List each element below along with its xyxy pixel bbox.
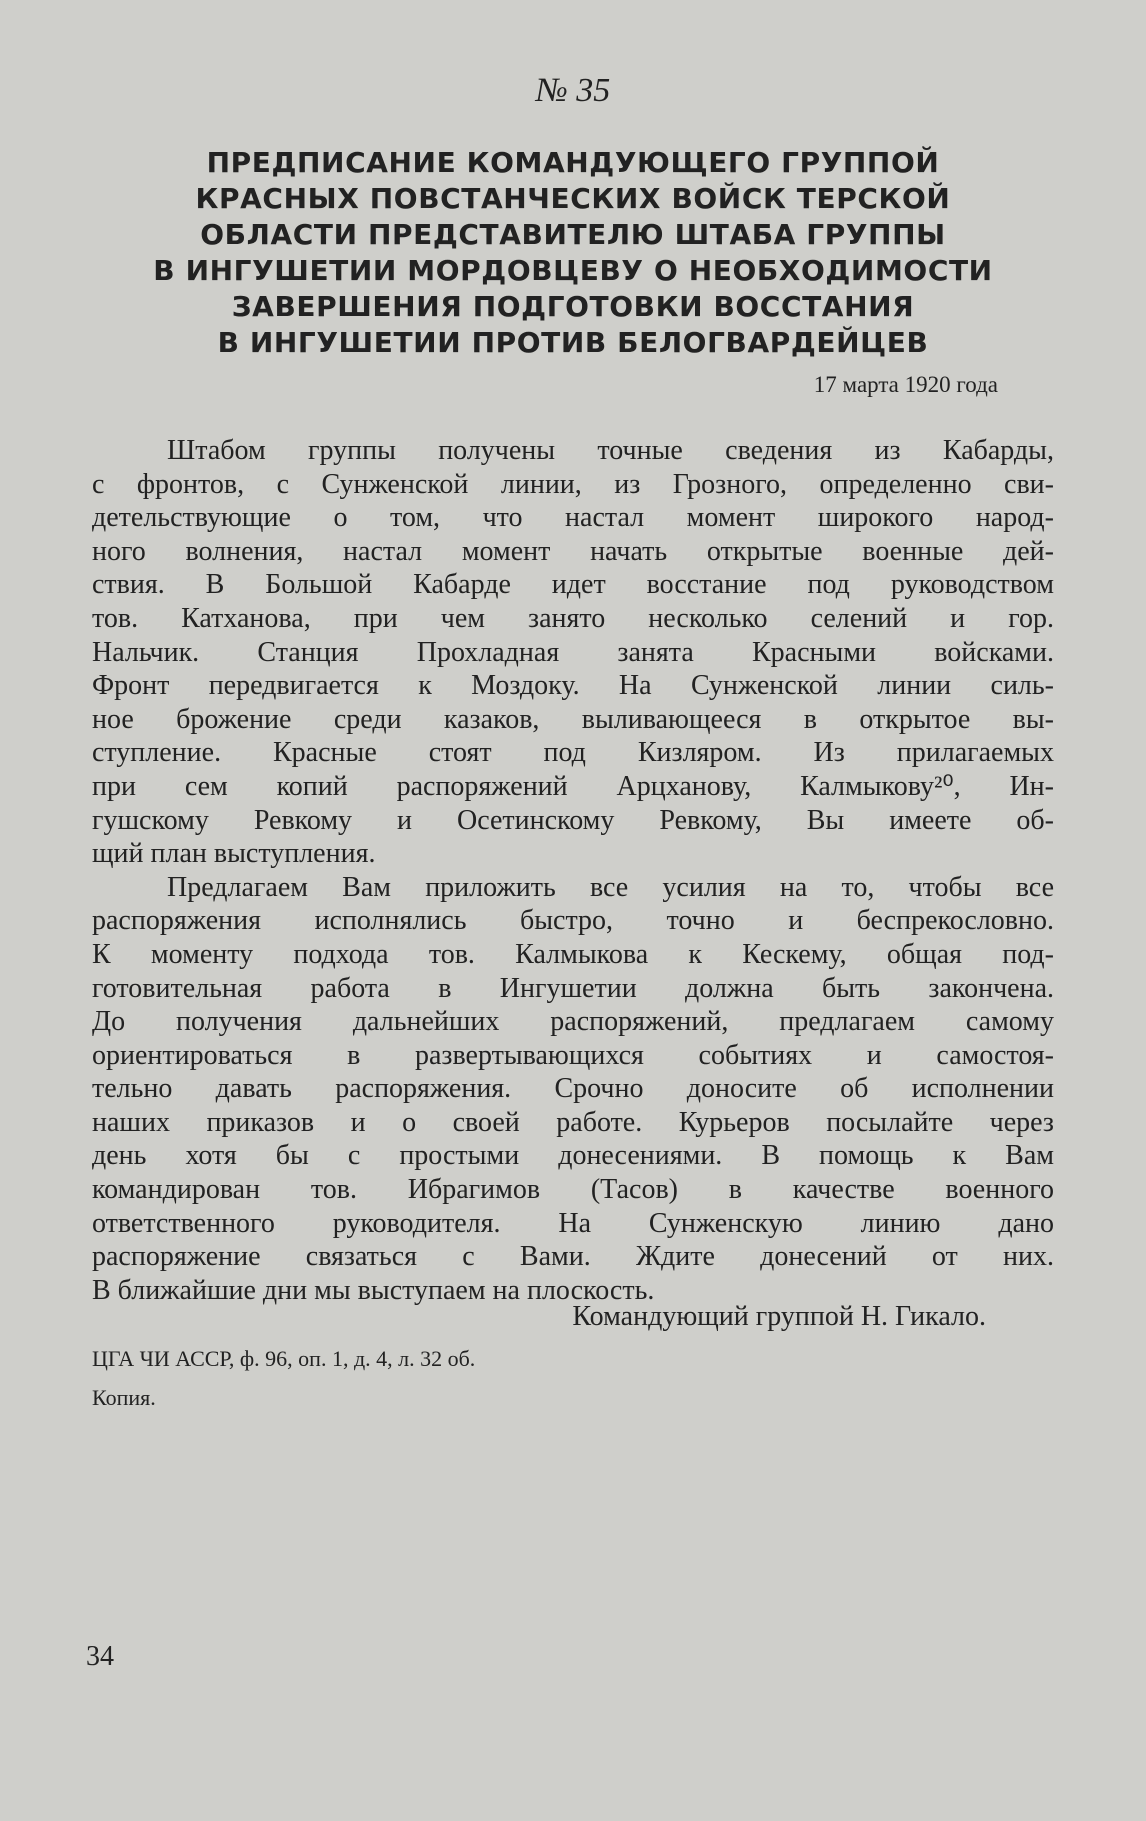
- body-line: К моменту подхода тов. Калмыкова к Кескему, общая под-: [92, 938, 1054, 970]
- body-line: ответственного руководителя. На Сунженскую линию дано: [92, 1207, 1054, 1239]
- document-date: 17 марта 1920 года: [813, 372, 998, 397]
- body-line: ступление. Красные стоят под Кизляром. Из прилагаемых: [92, 737, 1054, 769]
- body-line: командирован тов. Ибрагимов (Тасов) в качестве военного: [92, 1174, 1054, 1206]
- body-line: распоряжение связаться с Вами. Ждите донесений от них.: [92, 1241, 1054, 1273]
- archive-reference: ЦГА ЧИ АССР, ф. 96, оп. 1, д. 4, л. 32 об.: [92, 1346, 476, 1371]
- page-number: 34: [86, 1641, 114, 1672]
- body-line: В ближайшие дни мы выступаем на плоскость.: [92, 1274, 655, 1306]
- title-line: В ИНГУШЕТИИ ПРОТИВ БЕЛОГВАРДЕЙЦЕВ: [217, 326, 929, 359]
- body-line: Нальчик. Станция Прохладная занята Красными войсками.: [92, 636, 1054, 668]
- document-number: № 35: [535, 72, 611, 109]
- body-line: тов. Катханова, при чем занято несколько селений и гор.: [92, 602, 1054, 634]
- title-line: ОБЛАСТИ ПРЕДСТАВИТЕЛЮ ШТАБА ГРУППЫ: [200, 218, 946, 251]
- body-line: ствия. В Большой Кабарде идет восстание под руководством: [92, 569, 1054, 601]
- body-line: гушскому Ревкому и Осетинскому Ревкому, Вы имеете об-: [92, 804, 1054, 836]
- body-line: при сем копий распоряжений Арцханову, Калмыкову²⁰, Ин-: [92, 770, 1054, 802]
- document-body: [92, 434, 1054, 1307]
- body-line: До получения дальнейших распоряжений, предлагаем самому: [92, 1006, 1054, 1038]
- body-line: детельствующие о том, что настал момент широкого народ-: [92, 502, 1054, 534]
- body-line: распоряжения исполнялись быстро, точно и беспрекословно.: [92, 905, 1054, 937]
- title-line: КРАСНЫХ ПОВСТАНЧЕСКИХ ВОЙСК ТЕРСКОЙ: [195, 182, 951, 215]
- signature: Командующий группой Н. Гикало.: [572, 1301, 986, 1332]
- body-line: Штабом группы получены точные сведения из Кабарды,: [167, 435, 1054, 466]
- body-line: наших приказов и о своей работе. Курьеров посылайте через: [92, 1106, 1054, 1138]
- copy-note: Копия.: [92, 1385, 156, 1410]
- body-line: день хотя бы с простыми донесениями. В помощь к Вам: [92, 1140, 1054, 1172]
- body-line: ориентироваться в развертывающихся событиях и самостоя-: [92, 1039, 1054, 1071]
- body-line: ное брожение среди казаков, выливающееся в открытое вы-: [92, 703, 1054, 735]
- title-line: ЗАВЕРШЕНИЯ ПОДГОТОВКИ ВОССТАНИЯ: [231, 290, 915, 323]
- title-line: В ИНГУШЕТИИ МОРДОВЦЕВУ О НЕОБХОДИМОСТИ: [153, 254, 993, 287]
- body-line: тельно давать распоряжения. Срочно доносите об исполнении: [92, 1073, 1054, 1105]
- body-line: ного волнения, настал момент начать открытые военные дей-: [92, 535, 1054, 567]
- document-title: [80, 145, 1066, 361]
- title-line: ПРЕДПИСАНИЕ КОМАНДУЮЩЕГО ГРУППОЙ: [206, 146, 940, 179]
- body-line: Фронт передвигается к Моздоку. На Сунженской линии силь-: [92, 670, 1054, 702]
- body-line: щий план выступления.: [92, 838, 376, 870]
- body-line: Предлагаем Вам приложить все усилия на то, чтобы все: [167, 871, 1054, 903]
- body-line: с фронтов, с Сунженской линии, из Грозного, определенно сви-: [92, 468, 1054, 500]
- body-line: готовительная работа в Ингушетии должна быть закончена.: [92, 972, 1054, 1004]
